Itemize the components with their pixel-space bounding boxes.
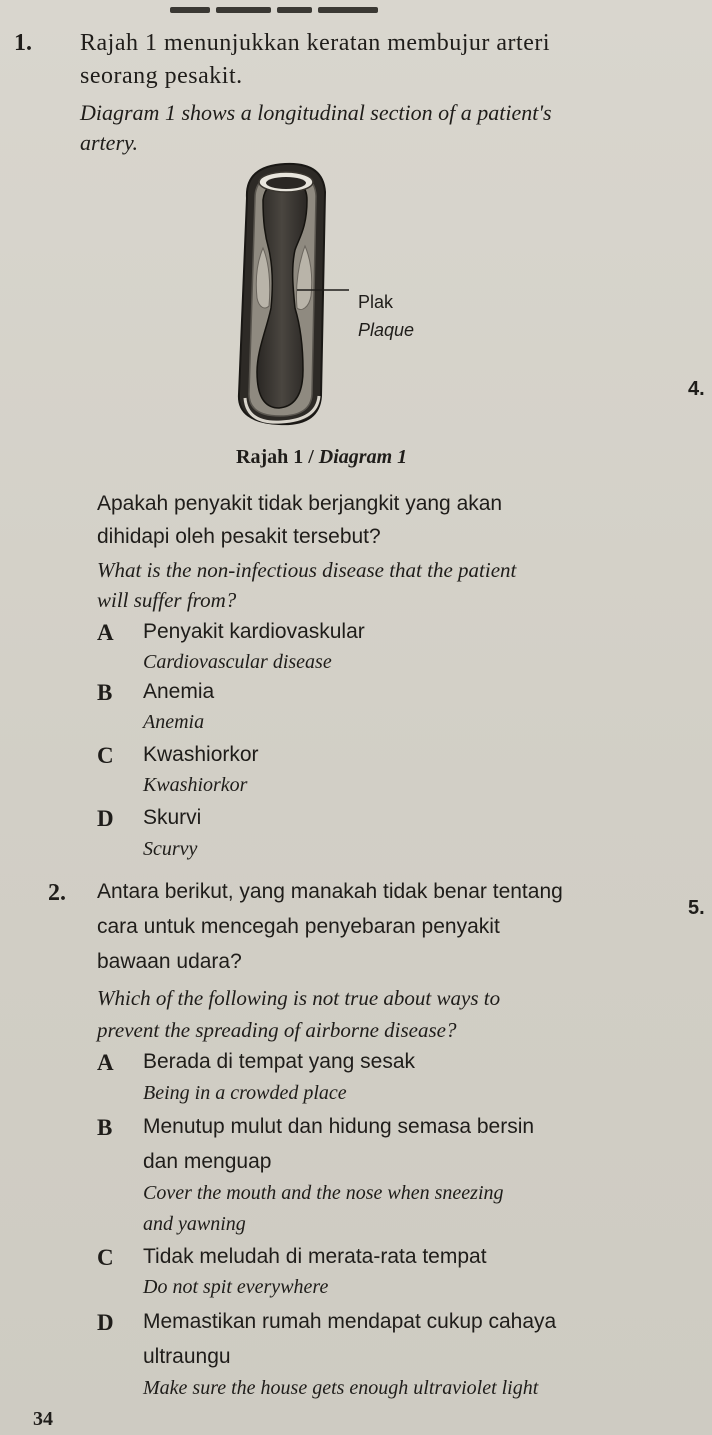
q2-option-b-ms-line1: Menutup mulut dan hidung semasa bersin <box>143 1115 535 1138</box>
q2-option-d-ms-line2: ultraungu <box>143 1345 231 1368</box>
caption-ms: Rajah 1 <box>236 446 304 468</box>
q1-prompt-ms-line1: Apakah penyakit tidak berjangkit yang akan <box>97 492 503 515</box>
q2-prompt-en-line2: prevent the spreading of airborne disease? <box>97 1018 457 1042</box>
plaque-label-en: Plaque <box>358 320 415 340</box>
caption-separator: / <box>308 446 314 468</box>
q2-prompt-en-line1: Which of the following is not true about ways to <box>97 986 501 1010</box>
q1-option-c-en: Kwashiorkor <box>143 774 248 796</box>
q1-option-a-letter: A <box>97 620 114 645</box>
q2-option-c-en-line1: Do not spit everywhere <box>143 1276 329 1298</box>
q1-prompt-ms-line2: dihidapi oleh pesakit tersebut? <box>97 525 381 548</box>
q1-option-c-letter: C <box>97 743 114 768</box>
q1-option-d-en: Scurvy <box>143 838 198 860</box>
margin-number-4: 4. <box>688 378 705 400</box>
q1-option-d-ms: Skurvi <box>143 806 202 829</box>
q1-option-b-letter: B <box>97 680 113 705</box>
q1-question-ms-line2: seorang pesakit. <box>80 63 243 89</box>
q1-option-a-en: Cardiovascular disease <box>143 651 332 673</box>
q2-option-c-ms-line1: Tidak meludah di merata-rata tempat <box>143 1245 487 1268</box>
q1-prompt-en-line1: What is the non-infectious disease that the patient <box>97 558 517 582</box>
q2-option-d-en-line1: Make sure the house gets enough ultraviolet light <box>143 1377 539 1399</box>
q2-option-a-letter: A <box>97 1050 114 1075</box>
page-number: 34 <box>33 1408 53 1430</box>
q1-question-ms-line1: Rajah 1 menunjukkan keratan membujur arteri <box>80 30 551 56</box>
q1-prompt-en-line2: will suffer from? <box>97 588 237 612</box>
artery-longitudinal-section <box>225 158 445 430</box>
q1-option-c-ms: Kwashiorkor <box>143 743 259 766</box>
artery-opening-lumen <box>266 177 306 189</box>
artery-diagram <box>225 158 445 430</box>
plaque-label-ms: Plak <box>358 292 394 312</box>
q2-option-d-letter: D <box>97 1310 114 1335</box>
q2-option-b-en-line1: Cover the mouth and the nose when sneezing <box>143 1182 504 1204</box>
q1-number: 1. <box>14 30 32 56</box>
q2-option-b-letter: B <box>97 1115 113 1140</box>
q1-question-en-line1: Diagram 1 shows a longitudinal section of a patient's <box>80 100 552 125</box>
q2-option-b-en-line2: and yawning <box>143 1213 246 1235</box>
q1-option-b-en: Anemia <box>143 711 205 733</box>
q2-prompt-ms-line3: bawaan udara? <box>97 950 242 973</box>
margin-number-5: 5. <box>688 897 705 919</box>
q2-option-d-ms-line1: Memastikan rumah mendapat cukup cahaya <box>143 1310 557 1333</box>
q2-option-a-ms-line1: Berada di tempat yang sesak <box>143 1050 415 1073</box>
cropped-heading-fragment <box>170 0 400 6</box>
q1-option-d-letter: D <box>97 806 114 831</box>
diagram-caption <box>236 446 407 469</box>
q2-option-c-letter: C <box>97 1245 114 1270</box>
caption-en: Diagram 1 <box>318 446 408 468</box>
q2-number: 2. <box>48 880 66 906</box>
q1-option-a-ms: Penyakit kardiovaskular <box>143 620 365 643</box>
q1-question-en-line2: artery. <box>80 130 139 155</box>
q1-option-b-ms: Anemia <box>143 680 215 703</box>
q2-option-b-ms-line2: dan menguap <box>143 1150 272 1173</box>
q2-prompt-ms-line2: cara untuk mencegah penyebaran penyakit <box>97 915 500 938</box>
q2-option-a-en-line1: Being in a crowded place <box>143 1082 347 1104</box>
q2-prompt-ms-line1: Antara berikut, yang manakah tidak benar tentang <box>97 880 563 903</box>
